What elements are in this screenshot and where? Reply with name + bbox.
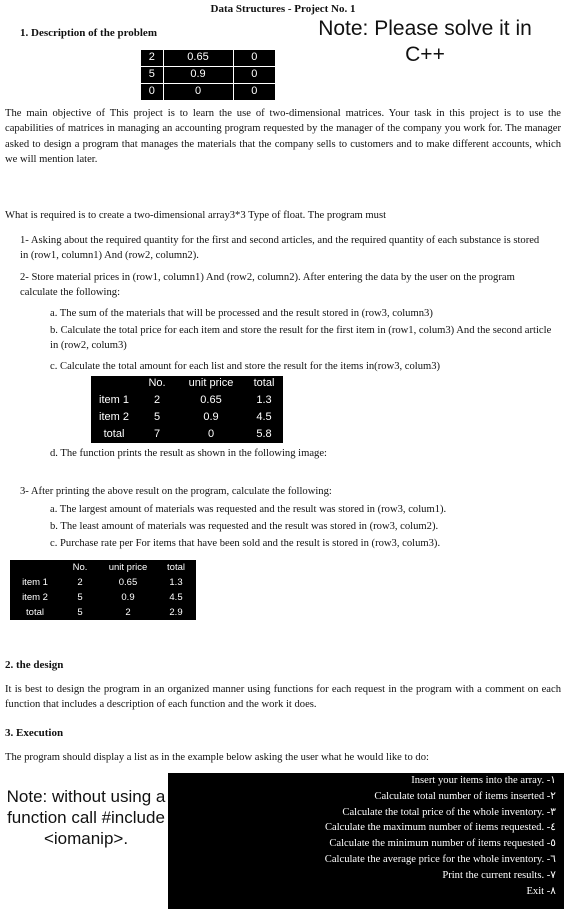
matrix-cell: 0	[233, 66, 275, 83]
table-cell: 0.9	[203, 410, 219, 423]
table-header-cell: No.	[72, 561, 88, 573]
table-cell: 5	[77, 606, 83, 618]
menu-item: Calculate the maximum number of items requested. -٤	[324, 822, 556, 834]
table-row	[10, 590, 196, 605]
table-cell: 0.65	[200, 393, 222, 406]
table-cell: item 2	[99, 410, 129, 423]
table-cell: 2	[77, 576, 83, 588]
matrix-cell: 5	[141, 66, 163, 83]
table-cell: 1.3	[256, 393, 272, 406]
table-cell: 0	[207, 427, 215, 440]
section3-heading: 3. Execution	[5, 727, 64, 739]
matrix-row	[141, 83, 275, 99]
table-header-cell: unit price	[108, 561, 148, 573]
table-cell: 2	[125, 606, 131, 618]
table-header-cell: total	[253, 377, 275, 390]
program-menu	[168, 773, 564, 909]
table-cell: 0.65	[118, 576, 138, 588]
requirement-2: 2- Store material prices in (row1, column1) And (row2, column2). After entering the data by the user on the program calculate the following:	[20, 272, 515, 299]
matrix-cell: 0	[163, 83, 233, 99]
table-header-cell: total	[167, 561, 185, 573]
requirement-3: 3- After printing the above result on the program, calculate the following:	[20, 486, 332, 497]
menu-item: Exit -٨	[526, 885, 556, 897]
requirement-2a: a. The sum of the materials that will be processed and the result stored in (row3, column3)	[50, 308, 433, 319]
matrix-cell: 0	[141, 83, 163, 99]
table-cell: total	[103, 427, 125, 440]
requirement-1: 1- Asking about the required quantity for the first and second articles, and the required quantity of each substance is stored in (row1, column1) And (row2, column2).	[20, 235, 540, 262]
matrix-row	[141, 66, 275, 83]
table-cell: 5.8	[256, 427, 272, 440]
results-table-1	[91, 376, 283, 443]
menu-item: Calculate the total price of the whole inventory. -٣	[342, 806, 556, 818]
table-cell: 1.3	[169, 576, 183, 588]
matrix-cell: 0.9	[163, 66, 233, 83]
requirement-2b: b. Calculate the total price for each item and store the result for the first item in (row1, colum3) And the second article in (row2, colum3)	[50, 325, 552, 352]
requirement-3a: a. The largest amount of materials was requested and the result was stored in (row3, colum1).	[50, 504, 447, 515]
main-objective-paragraph: The main objective of This project is to learn the use of two-dimensional matrices. Your task in this project is to use the capabilities of matrices in managing an accounting program requested by the manager of the company you work for. The manager asked to design a program that manages the materials that the company sells to customers and to make different accounts, which we will mention later.	[5, 108, 561, 166]
table-cell: 4.5	[169, 591, 183, 603]
results-table-2	[10, 560, 196, 620]
table-cell: 2.9	[169, 606, 183, 618]
matrix-row	[141, 50, 275, 66]
matrix-cell: 2	[141, 50, 163, 66]
design-paragraph: It is best to design the program in an organized manner using functions for each request in the program with a comment on each function that includes a description of each function and the work it does.	[5, 684, 561, 711]
table-row	[91, 426, 283, 443]
document-title: Data Structures - Project No. 1	[210, 3, 356, 15]
matrix-cell: 0.65	[163, 50, 233, 66]
table-cell: 4.5	[256, 410, 272, 423]
table-header-row	[10, 560, 196, 575]
table-header-cell	[91, 376, 137, 392]
table-header-cell: unit price	[188, 377, 234, 390]
table-cell: 5	[153, 410, 161, 423]
menu-item: Calculate the average price for the whole inventory. -٦	[324, 853, 556, 865]
note-top: Note: Please solve it in C++	[318, 17, 532, 66]
table-cell: 5	[77, 591, 83, 603]
section1-heading: 1. Description of the problem	[20, 27, 157, 39]
table-row	[10, 575, 196, 590]
matrix-cell: 0	[233, 50, 275, 66]
matrix-3x3	[141, 50, 275, 100]
table-cell: 2	[153, 393, 161, 406]
table-row	[91, 409, 283, 426]
requirement-3b: b. The least amount of materials was requested and the result was stored in (row3, colum2).	[50, 521, 439, 532]
table-row	[10, 605, 196, 620]
requirement-2d: d. The function prints the result as shown in the following image:	[50, 448, 327, 459]
table-cell: 7	[153, 427, 161, 440]
requirement-intro: What is required is to create a two-dimensional array3*3 Type of float. The program must	[5, 210, 387, 221]
table-cell: item 2	[22, 591, 48, 603]
section2-heading: 2. the design	[5, 659, 64, 671]
requirement-3c: c. Purchase rate per For items that have been sold and the result is stored in (row3, colum3).	[50, 538, 441, 549]
table-cell: 0.9	[121, 591, 135, 603]
table-cell: item 1	[22, 576, 48, 588]
menu-item: Insert your items into the array. -١	[411, 775, 556, 786]
requirement-2c: c. Calculate the total amount for each list and store the result for the items in(row3, colum3)	[50, 361, 441, 372]
table-header-cell	[10, 560, 60, 575]
table-row	[91, 392, 283, 409]
menu-item: Calculate total number of items inserted -٢	[374, 790, 556, 802]
table-cell: item 1	[99, 393, 129, 406]
execution-paragraph: The program should display a list as in the example below asking the user what he would like to do:	[5, 752, 429, 763]
note-bottom: Note: without using a function call #include <iomanip>.	[6, 787, 166, 848]
matrix-cell: 0	[251, 84, 258, 97]
table-header-cell: No.	[148, 377, 166, 390]
table-header-row	[91, 376, 283, 392]
menu-item: Print the current results. -٧	[442, 869, 556, 881]
table-cell: total	[26, 606, 44, 618]
menu-item: Calculate the minimum number of items requested -٥	[329, 838, 556, 850]
